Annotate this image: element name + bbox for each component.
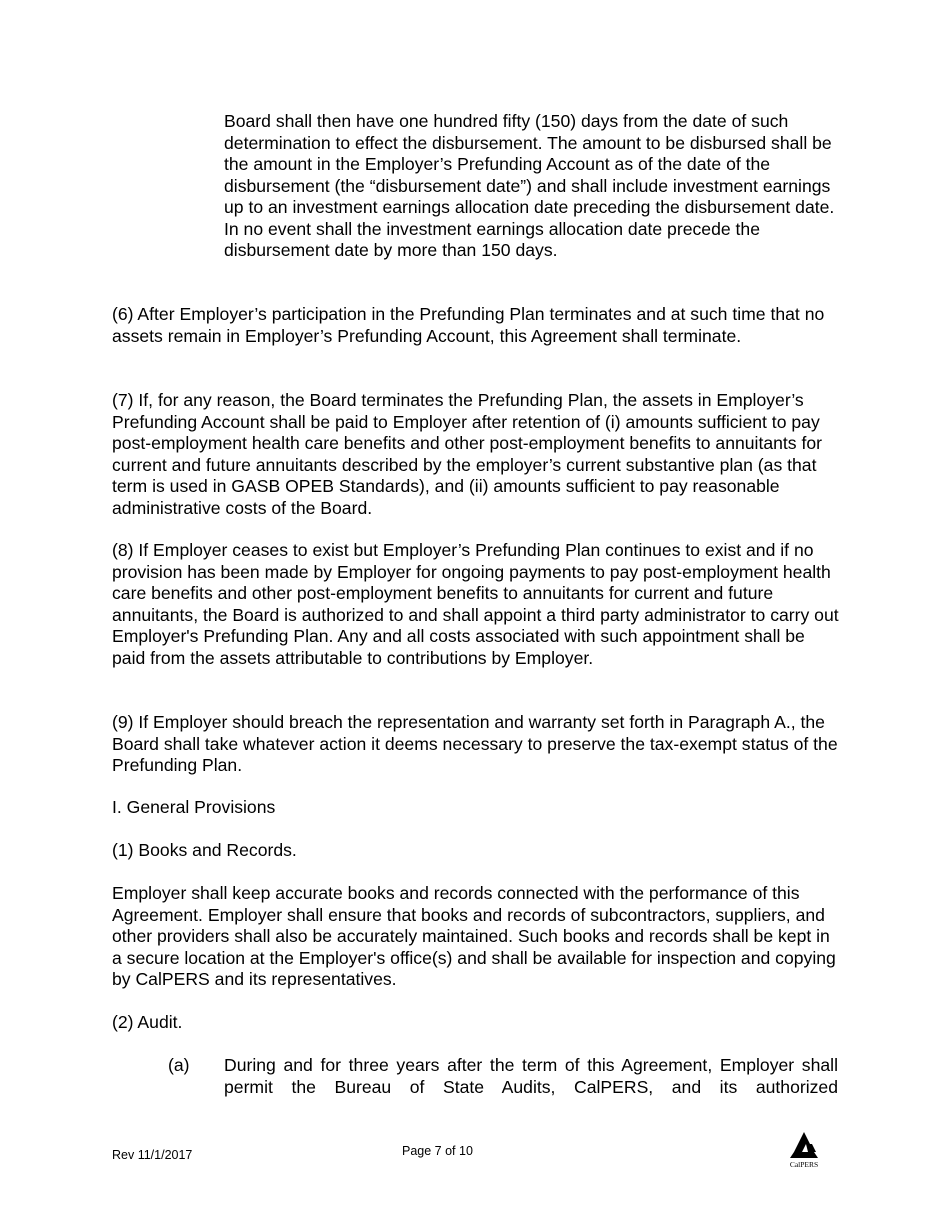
paragraph-8: (8) If Employer ceases to exist but Employer’s Prefunding Plan continues to exist and if no provision has been made by Employer for ongoing payments to pay post-employment health care benefits and other post-employment benefits to annuitants for current and future annuitants, the Board is authorized to and shall appoint a third party administrator to carry out Employer's Prefunding Plan. Any and all costs associated with such appointment shall be paid from the assets attributable to contributions by Employer. <box>112 540 839 668</box>
logo-text: CalPERS <box>789 1160 819 1169</box>
subsection-heading-audit: (2) Audit. <box>112 1012 183 1032</box>
paragraph-9: (9) If Employer should breach the representation and warranty set forth in Paragraph A., the Board shall take whatever action it deems necessary to preserve the tax-exempt status of the Prefunding Plan. <box>112 712 838 775</box>
paragraph-7: (7) If, for any reason, the Board terminates the Prefunding Plan, the assets in Employer’s Prefunding Account shall be paid to Employer after retention of (i) amounts sufficient to pay post-employment health care benefits and other post-employment benefits to annuitants for current and future annuitants described by the employer’s current substantive plan (as that term is used in GASB OPEB Standards), and (ii) amounts sufficient to pay reasonable administrative costs of the Board. <box>112 390 823 518</box>
footer-page-number: Page 7 of 10 <box>402 1144 473 1158</box>
logo-mountain-icon <box>790 1132 818 1158</box>
footer-revision: Rev 11/1/2017 <box>112 1148 193 1162</box>
item-a-text: During and for three years after the term of this Agreement, Employer shall permit the Bureau of State Audits, CalPERS, and its authorized <box>224 1055 838 1097</box>
section-heading-general-provisions: I. General Provisions <box>112 797 276 817</box>
calpers-logo-icon <box>784 1130 824 1170</box>
subsection-heading-books-records: (1) Books and Records. <box>112 840 297 860</box>
continuation-paragraph: Board shall then have one hundred fifty (150) days from the date of such determination to effect the disbursement. The amount to be disbursed shall be the amount in the Employer’s Prefunding Account as of the date of the disbursement (the “disbursement date”) and shall include investment earnings up to an investment earnings allocation date preceding the disbursement date. In no event shall the investment earnings allocation date precede the disbursement date by more than 150 days. <box>224 111 835 260</box>
paragraph-6: (6) After Employer’s participation in the Prefunding Plan terminates and at such time that no assets remain in Employer’s Prefunding Account, this Agreement shall terminate. <box>112 304 825 346</box>
item-a-marker: (a) <box>168 1055 190 1075</box>
books-records-paragraph: Employer shall keep accurate books and records connected with the performance of this Agreement. Employer shall ensure that books and records of subcontractors, suppliers, and other providers shall also be accurately maintained. Such books and records shall be kept in a secure location at the Employer's office(s) and shall be available for inspection and copying by CalPERS and its representatives. <box>112 883 836 989</box>
